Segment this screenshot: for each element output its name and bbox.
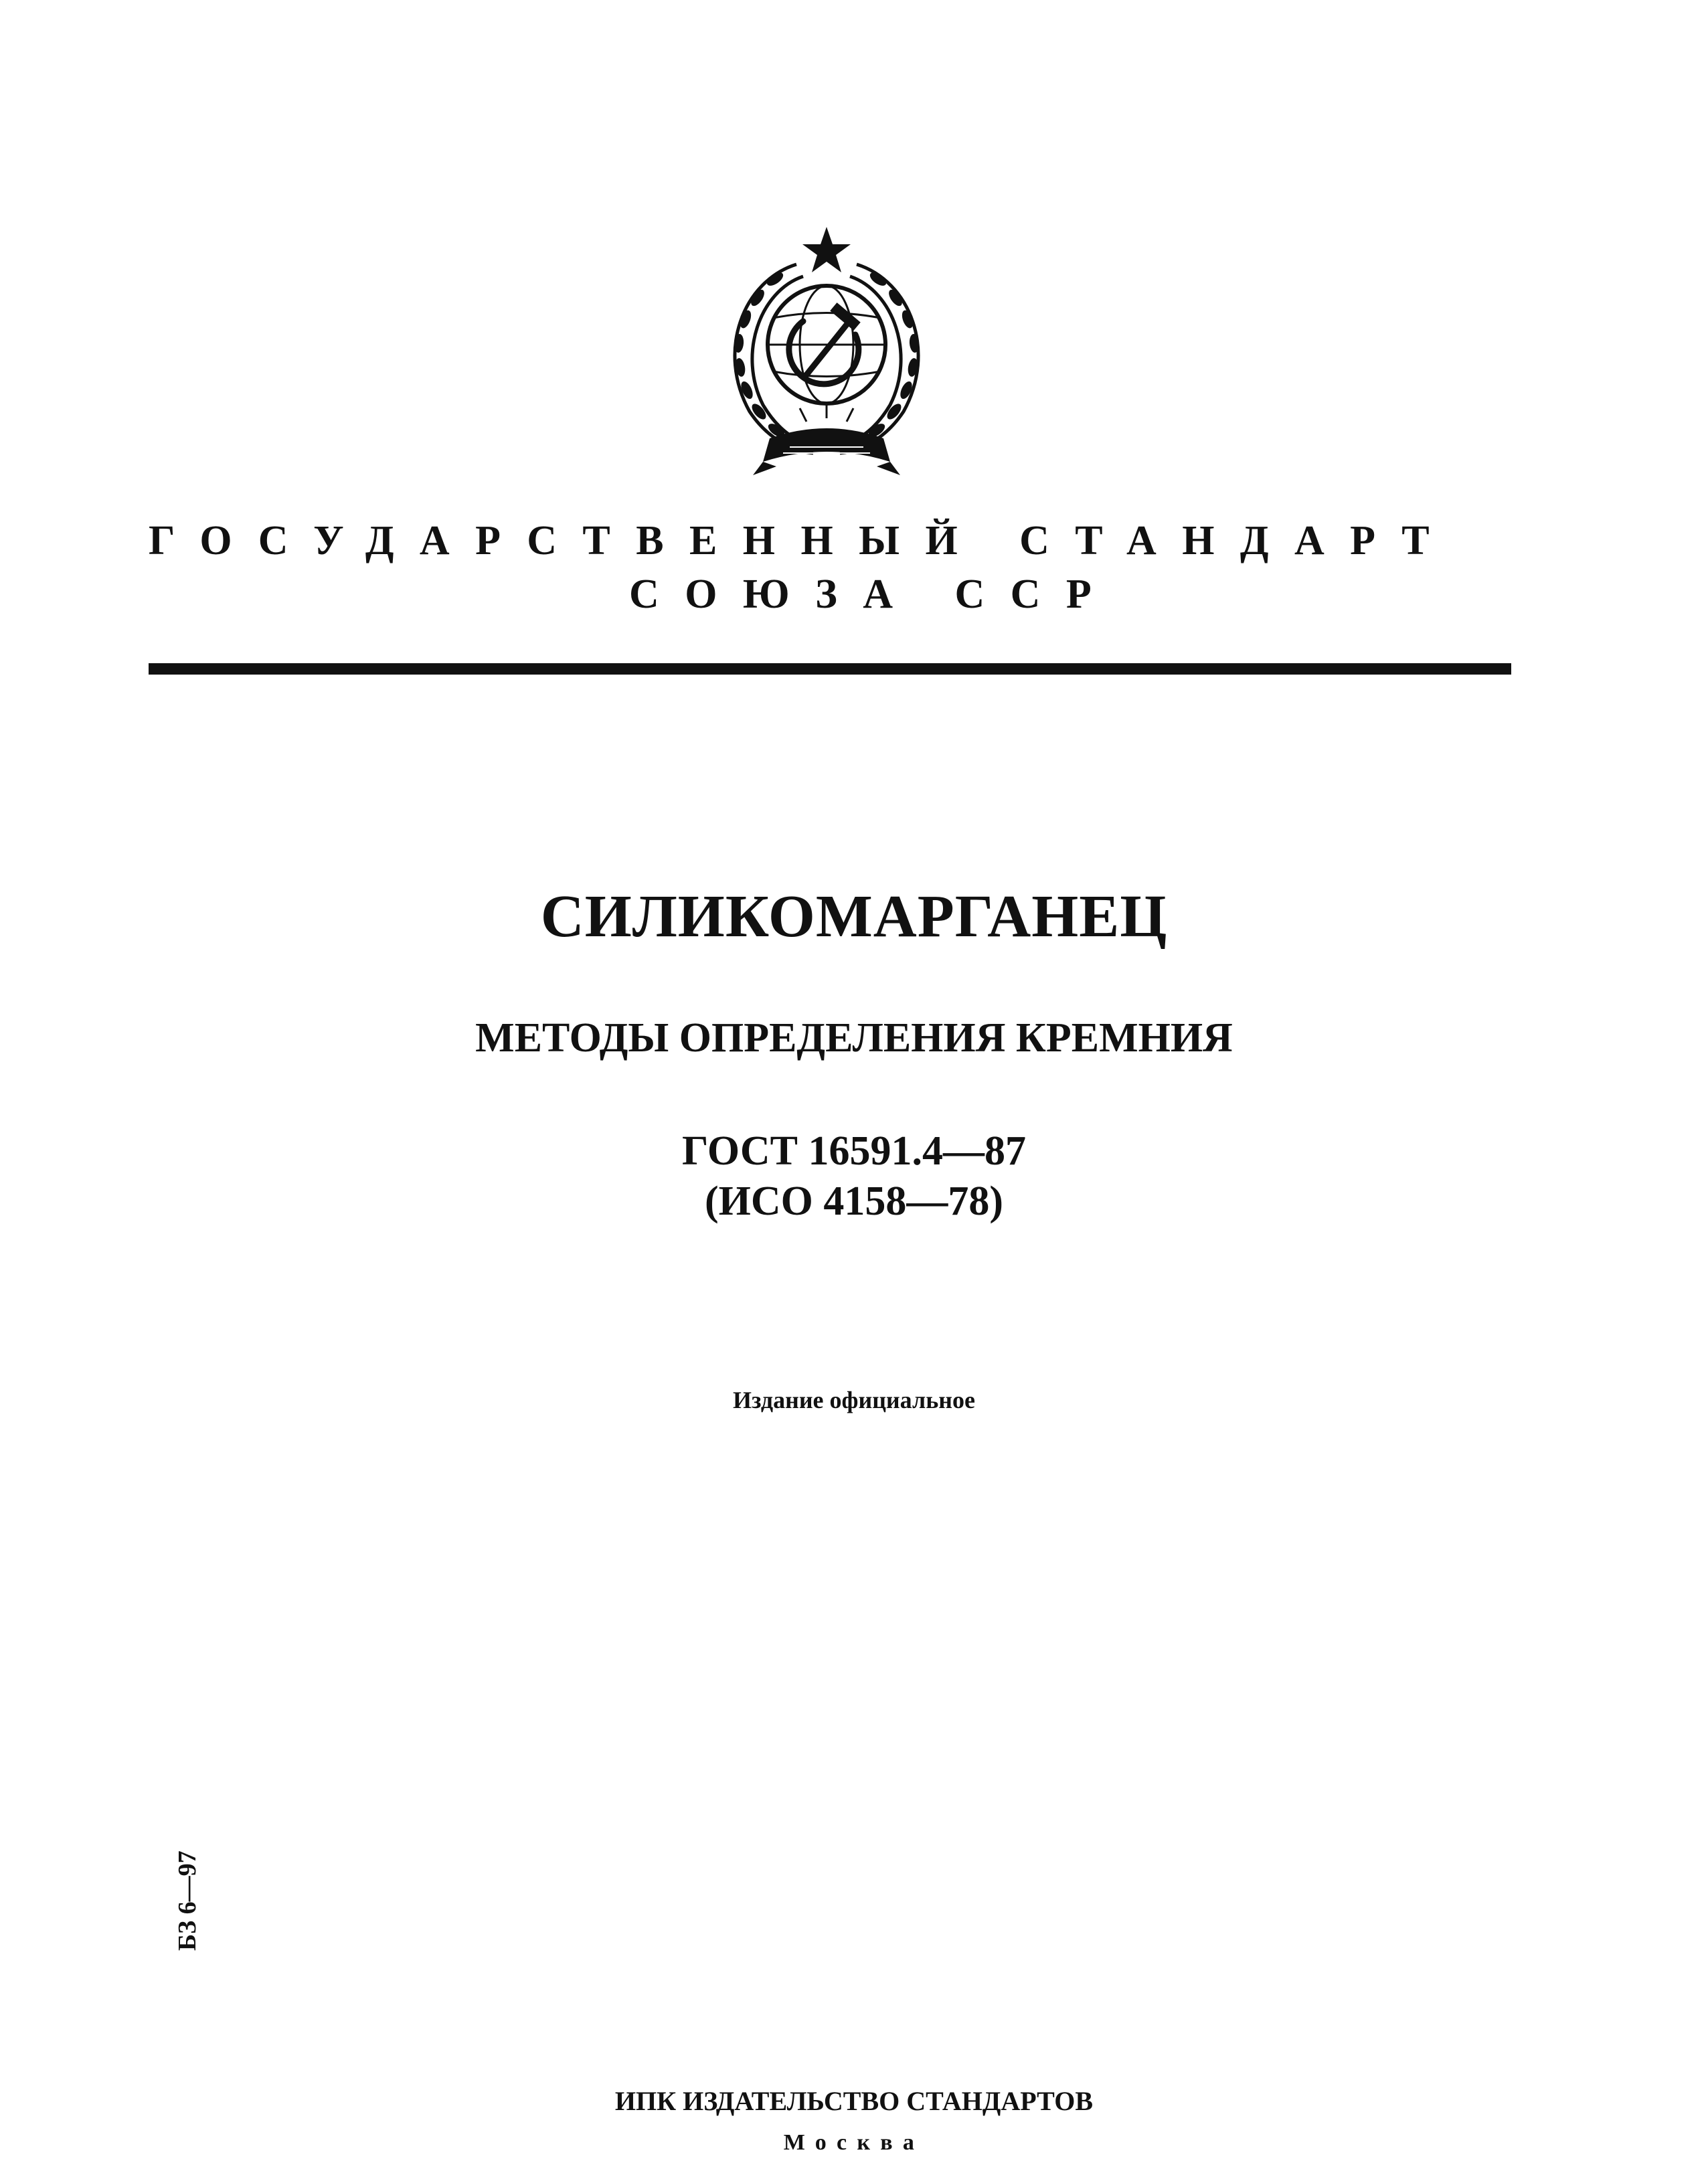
edition-note: Издание официальное (733, 1387, 975, 1413)
header-line-2: СОЮЗА ССР (629, 572, 1118, 617)
state-emblem-icon (696, 217, 957, 485)
publisher-city: Москва (783, 2130, 925, 2155)
header-line-1: ГОСУДАРСТВЕННЫЙ СТАНДАРТ (149, 518, 1456, 563)
gost-number: ГОСТ 16591.4—87 (681, 1128, 1026, 1174)
document-subtitle: МЕТОДЫ ОПРЕДЕЛЕНИЯ КРЕМНИЯ (475, 1015, 1233, 1061)
publisher-name: ИПК ИЗДАТЕЛЬСТВО СТАНДАРТОВ (614, 2086, 1094, 2116)
side-code: БЗ 6—97 (173, 1850, 201, 1951)
iso-number: (ИСО 4158—78) (704, 1179, 1004, 1224)
document-title: СИЛИКОМАРГАНЕЦ (540, 883, 1168, 950)
divider-rule (149, 663, 1511, 675)
star-icon (802, 227, 851, 272)
